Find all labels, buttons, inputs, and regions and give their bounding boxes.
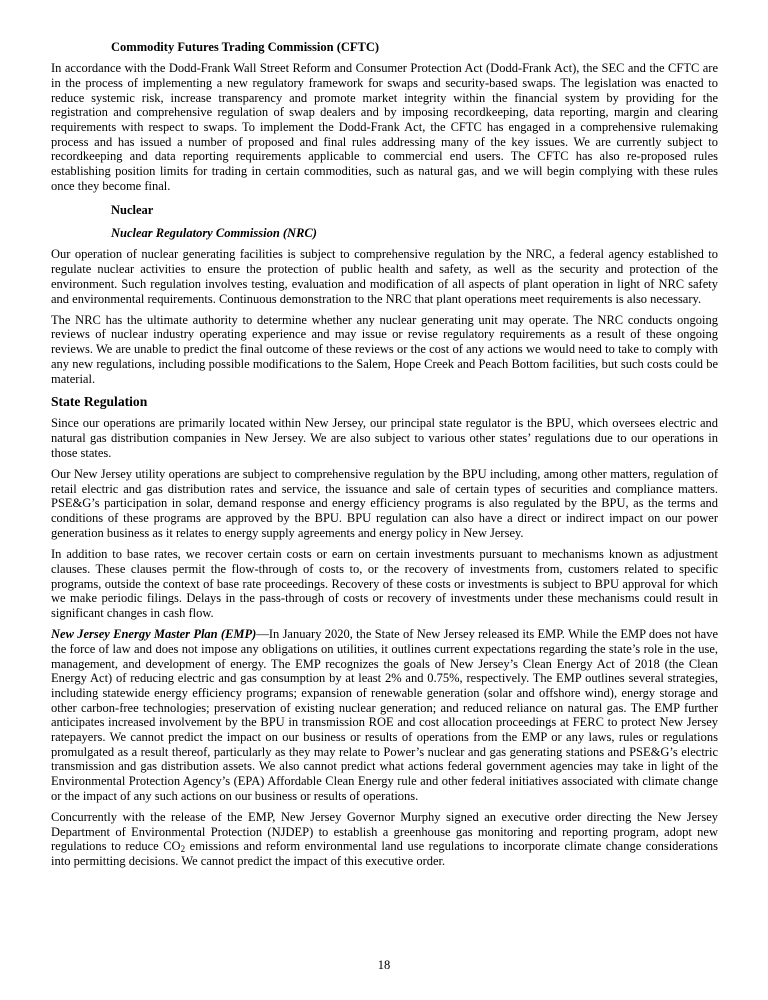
paragraph-cftc: In accordance with the Dodd-Frank Wall Street Reform and Consumer Protection Act (Dodd-Frank Act), the SEC and the CFTC are in the process of implementing a new regulatory framework for swaps and security-based swaps. The legislation was enacted to reduce systemic risk, increase transparency and promote market integrity within the financial system by providing for the registration and comprehensive regulation of swap dealers and by imposing recordkeeping, data reporting, margin and clearing requirements with respect to swaps. To implement the Dodd-Frank Act, the CFTC has engaged in a comprehensive rulemaking process and has issued a number of proposed and final rules addressing many of the key issues. We are currently subject to recordkeeping and data reporting requirements applicable to commercial end users. The CFTC has also re-proposed rules establishing position limits for trading in certain commodities, such as natural gas, and we will begin complying with these rules once they become final. — [51, 61, 718, 193]
paragraph-executive-order — [51, 810, 718, 869]
heading-state-regulation: State Regulation — [51, 394, 148, 410]
page-number: 18 — [377, 958, 391, 973]
paragraph-nrc-authority: The NRC has the ultimate authority to determine whether any nuclear generating unit may operate. The NRC conducts ongoing reviews of nuclear industry operating experience and may issue or revise regulatory requirements as a result of these ongoing reviews. We are unable to predict the final outcome of these reviews or the cost of any actions we would need to take to comply with any new regulations, including possible modifications to the Salem, Hope Creek and Peach Bottom facilities, but such costs could be material. — [51, 312, 718, 386]
paragraph-adjustment-clauses: In addition to base rates, we recover certain costs or earn on certain investments pursuant to mechanisms known as adjustment clauses. These clauses permit the flow-through of costs to, or the recovery of investments from, customers related to specific programs, outside the context of base rate proceedings. Recovery of these costs or investments is subject to BPU approval for which we make periodic filings. Delays in the pass-through of costs or recovery of investments under these mechanisms could result in significant changes in cash flow. — [51, 547, 718, 620]
co2-subscript: 2 — [180, 844, 186, 855]
paragraph-state-utility-operations: Our New Jersey utility operations are subject to comprehensive regulation by the BPU including, among other matters, regulation of retail electric and gas distribution rates and service, the issuance and sale of certain types of securities and compliance matters. PSE&G’s participation in solar, demand response and energy efficiency programs is also regulated by the BPU, as the terms and conditions of these programs are approved by the BPU. BPU regulation can also have a direct or indirect impact on our power generation business as it relates to energy supply agreements and energy policy in New Jersey. — [51, 467, 718, 540]
emp-body-text: —In January 2020, the State of New Jersey released its EMP. While the EMP does not have the force of law and does not impose any obligations on utilities, it outlines current expectations regarding the state’s role in the use, management, and development of energy. The EMP recognizes the goals of New Jersey’s Clean Energy Act of 2018 (the Clean Energy Act) of reducing electric and gas consumption by at least 2% and 0.75%, respectively. The EMP outlines several strategies, including statewide energy efficiency programs; expansion of renewable generation (solar and offshore wind), energy storage and other carbon-free technologies; preservation of existing nuclear generation; and reduced reliance on natural gas. The EMP further anticipates increased involvement by the BPU in transmission ROE and cost allocation proceedings at FERC to protect New Jersey ratepayers. We cannot predict the impact on our business or results of operations from the EMP or any laws, rules or regulations promulgated as a result thereof, particularly as they may relate to Power’s nuclear and gas generating stations and PSE&G’s electric transmission and gas distribution assets. We also cannot predict what actions federal government agencies may take in light of the Environmental Protection Agency’s (EPA) Affordable Clean Energy rule and other federal initiatives associated with climate change or the impact of any such actions on our business or results of operations. — [51, 627, 719, 803]
heading-nuclear: Nuclear — [111, 202, 154, 217]
heading-cftc: Commodity Futures Trading Commission (CFTC) — [111, 40, 380, 54]
executive-order-text-after-co2: emissions and reform environmental land use regulations to incorporate climate change considerations into permitting decisions. We cannot predict the impact of this executive order. — [51, 839, 718, 869]
paragraph-state-bpu: Since our operations are primarily located within New Jersey, our principal state regulator is the BPU, which oversees electric and natural gas distribution companies in New Jersey. We are also subject to various other states’ regulations due to our operations in those states. — [51, 416, 718, 460]
paragraph-nrc-operations: Our operation of nuclear generating facilities is subject to comprehensive regulation by the NRC, a federal agency established to regulate nuclear activities to ensure the protection of public health and safety, as well as the security and protection of the environment. Such regulation involves testing, evaluation and modification of all aspects of plant operation in light of NRC safety and environmental requirements. Continuous demonstration to the NRC that plant operations meet requirements is also necessary. — [51, 247, 718, 306]
executive-order-text-before-co2: Concurrently with the release of the EMP, New Jersey Governor Murphy signed an executive order directing the New Jersey Department of Environmental Protection (NJDEP) to establish a greenhouse gas monitoring and reporting program, adopt new regulations to reduce CO — [51, 810, 718, 854]
paragraph-energy-master-plan — [51, 627, 718, 803]
heading-nrc: Nuclear Regulatory Commission (NRC) — [111, 226, 317, 241]
emp-lead-in: New Jersey Energy Master Plan (EMP) — [51, 627, 257, 642]
document-body — [51, 40, 718, 869]
